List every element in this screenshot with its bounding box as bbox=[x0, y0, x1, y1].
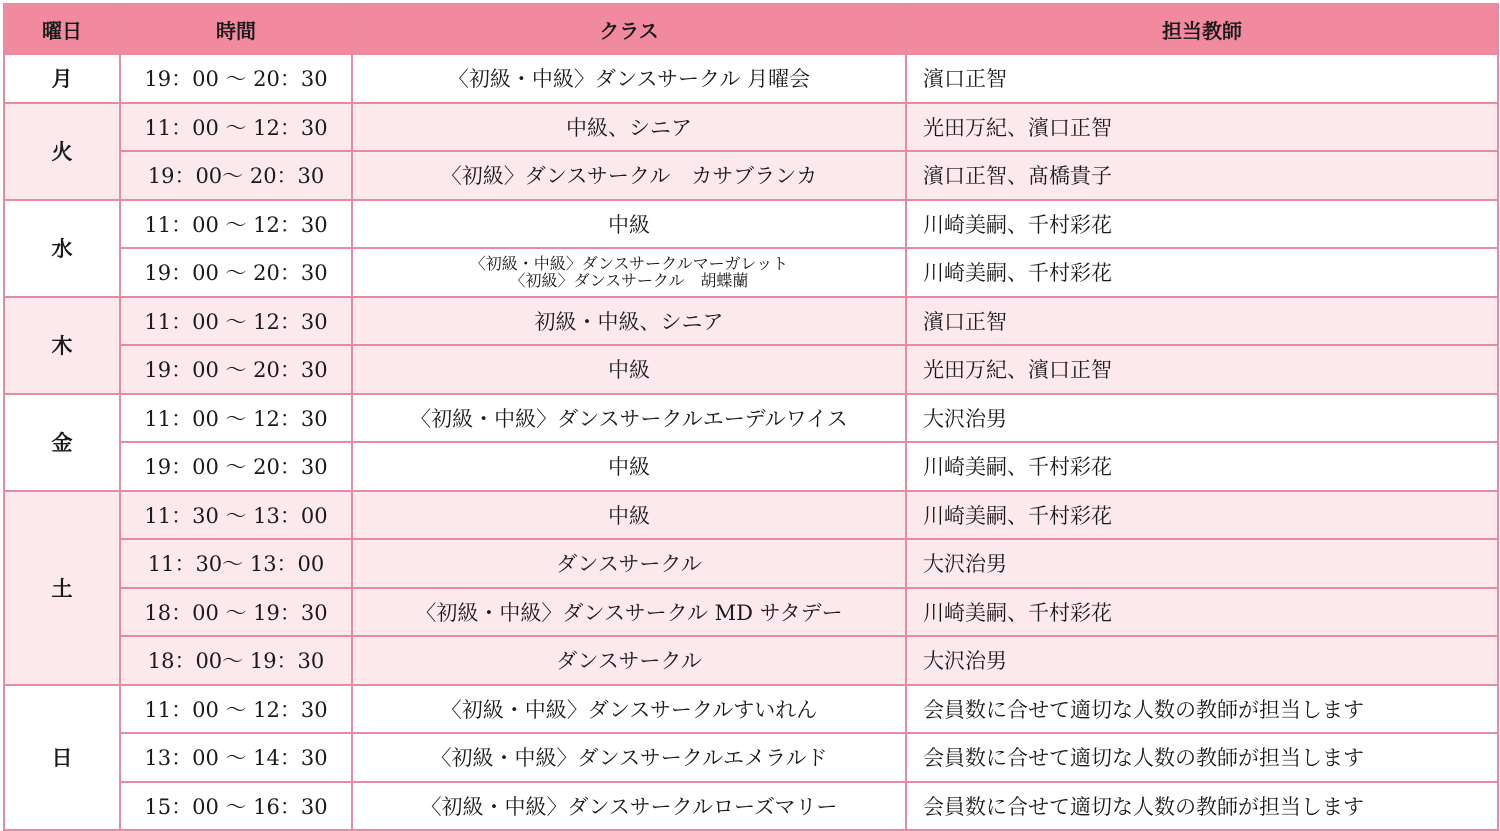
class-cell bbox=[352, 394, 906, 443]
time-cell: 19：00 ～ 20：30 bbox=[120, 54, 352, 103]
header-row bbox=[4, 4, 1498, 54]
class-name: 中級 bbox=[608, 503, 650, 528]
time-cell: 11：00 ～ 12：30 bbox=[120, 200, 352, 249]
class-cell bbox=[352, 539, 906, 588]
header-time: 時間 bbox=[120, 4, 352, 54]
class-name: 〈初級・中級〉ダンスサークルエメラルド bbox=[430, 746, 828, 771]
schedule-row bbox=[4, 200, 1498, 249]
class-cell bbox=[352, 297, 906, 346]
class-cell bbox=[352, 151, 906, 200]
teacher-cell: 川崎美嗣、千村彩花 bbox=[906, 200, 1498, 249]
time-cell: 15：00 ～ 16：30 bbox=[120, 782, 352, 831]
class-cell bbox=[352, 782, 906, 831]
schedule-table bbox=[3, 3, 1499, 831]
time-cell: 11：30 ～ 13：00 bbox=[120, 491, 352, 540]
time-cell: 11：30～ 13：00 bbox=[120, 539, 352, 588]
class-name: ダンスサークル bbox=[556, 552, 702, 577]
class-name: ダンスサークル bbox=[556, 649, 702, 674]
time-cell: 13：00 ～ 14：30 bbox=[120, 733, 352, 782]
class-cell bbox=[352, 636, 906, 685]
class-name: 中級 bbox=[608, 455, 650, 480]
teacher-cell: 川崎美嗣、千村彩花 bbox=[906, 442, 1498, 491]
class-cell bbox=[352, 491, 906, 540]
header-class: クラス bbox=[352, 4, 906, 54]
teacher-cell: 会員数に合せて適切な人数の教師が担当します bbox=[906, 733, 1498, 782]
header-teacher: 担当教師 bbox=[906, 4, 1498, 54]
schedule-row bbox=[4, 491, 1498, 540]
time-cell: 19：00～ 20：30 bbox=[120, 151, 352, 200]
class-name: 〈初級〉ダンスサークル カサブランカ bbox=[440, 164, 818, 189]
class-name: 中級 bbox=[608, 358, 650, 383]
schedule-row bbox=[4, 297, 1498, 346]
time-cell: 11：00 ～ 12：30 bbox=[120, 297, 352, 346]
day-cell: 火 bbox=[4, 103, 120, 200]
day-cell: 木 bbox=[4, 297, 120, 394]
day-cell: 土 bbox=[4, 491, 120, 685]
time-cell: 18：00 ～ 19：30 bbox=[120, 588, 352, 637]
class-cell bbox=[352, 588, 906, 637]
schedule-row bbox=[4, 782, 1498, 831]
schedule-row bbox=[4, 636, 1498, 685]
teacher-cell: 濱口正智、髙橋貴子 bbox=[906, 151, 1498, 200]
day-cell: 金 bbox=[4, 394, 120, 491]
schedule-body bbox=[4, 54, 1498, 830]
schedule-row bbox=[4, 103, 1498, 152]
teacher-cell: 大沢治男 bbox=[906, 636, 1498, 685]
teacher-cell: 会員数に合せて適切な人数の教師が担当します bbox=[906, 685, 1498, 734]
time-cell: 11：00 ～ 12：30 bbox=[120, 685, 352, 734]
time-cell: 11：00 ～ 12：30 bbox=[120, 394, 352, 443]
time-cell: 19：00 ～ 20：30 bbox=[120, 248, 352, 297]
schedule-row bbox=[4, 54, 1498, 103]
teacher-cell: 川崎美嗣、千村彩花 bbox=[906, 248, 1498, 297]
teacher-cell: 川崎美嗣、千村彩花 bbox=[906, 588, 1498, 637]
teacher-cell: 濱口正智 bbox=[906, 54, 1498, 103]
time-cell: 19：00 ～ 20：30 bbox=[120, 442, 352, 491]
day-cell: 日 bbox=[4, 685, 120, 831]
time-cell: 18：00～ 19：30 bbox=[120, 636, 352, 685]
class-name: 〈初級・中級〉ダンスサークルすいれん bbox=[440, 697, 818, 722]
time-cell: 11：00 ～ 12：30 bbox=[120, 103, 352, 152]
class-cell bbox=[352, 733, 906, 782]
schedule-row bbox=[4, 685, 1498, 734]
teacher-cell: 大沢治男 bbox=[906, 539, 1498, 588]
class-name: 〈初級〉ダンスサークル 胡蝶蘭 bbox=[509, 271, 749, 291]
class-cell bbox=[352, 442, 906, 491]
class-name: 中級 bbox=[608, 212, 650, 237]
class-cell bbox=[352, 103, 906, 152]
class-name: 〈初級・中級〉ダンスサークルローズマリー bbox=[420, 794, 838, 819]
class-name: 〈初級・中級〉ダンスサークルエーデルワイス bbox=[410, 406, 848, 431]
teacher-cell: 光田万紀、濱口正智 bbox=[906, 103, 1498, 152]
class-name: 初級・中級、シニア bbox=[534, 309, 724, 334]
class-cell bbox=[352, 685, 906, 734]
day-cell: 月 bbox=[4, 54, 120, 103]
teacher-cell: 光田万紀、濱口正智 bbox=[906, 345, 1498, 394]
schedule-row bbox=[4, 151, 1498, 200]
class-name: 〈初級・中級〉ダンスサークル MD サタデー bbox=[415, 600, 843, 625]
teacher-cell: 川崎美嗣、千村彩花 bbox=[906, 491, 1498, 540]
schedule-row bbox=[4, 733, 1498, 782]
class-name: 中級、シニア bbox=[566, 115, 692, 140]
class-name: 〈初級・中級〉ダンスサークルマーガレット bbox=[469, 254, 789, 274]
day-cell: 水 bbox=[4, 200, 120, 297]
teacher-cell: 濱口正智 bbox=[906, 297, 1498, 346]
class-cell bbox=[352, 200, 906, 249]
schedule-row bbox=[4, 248, 1498, 297]
class-cell bbox=[352, 248, 906, 297]
class-cell bbox=[352, 345, 906, 394]
schedule-row bbox=[4, 442, 1498, 491]
class-name: 〈初級・中級〉ダンスサークル 月曜会 bbox=[447, 67, 811, 92]
schedule-row bbox=[4, 539, 1498, 588]
schedule-row bbox=[4, 345, 1498, 394]
teacher-cell: 会員数に合せて適切な人数の教師が担当します bbox=[906, 782, 1498, 831]
time-cell: 19：00 ～ 20：30 bbox=[120, 345, 352, 394]
schedule-row bbox=[4, 394, 1498, 443]
header-day: 曜日 bbox=[4, 4, 120, 54]
teacher-cell: 大沢治男 bbox=[906, 394, 1498, 443]
class-cell bbox=[352, 54, 906, 103]
schedule-row bbox=[4, 588, 1498, 637]
